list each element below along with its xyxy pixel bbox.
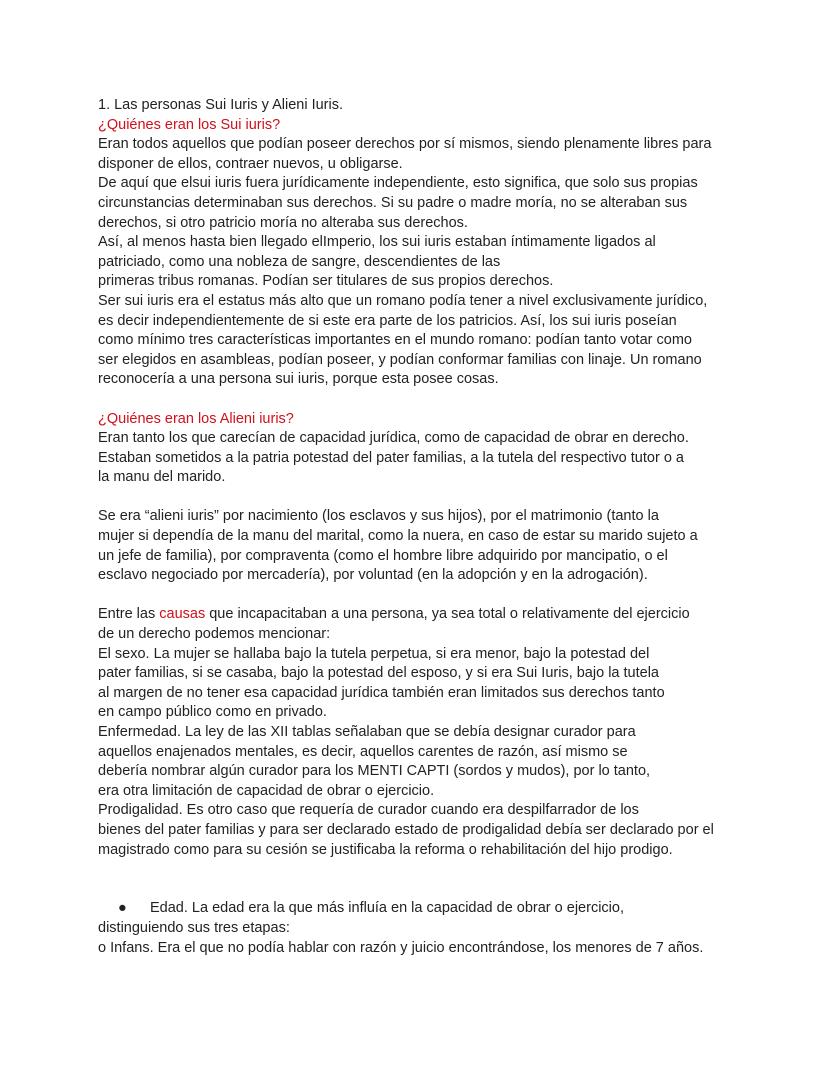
paragraph-line: Se era “alieni iuris” por nacimiento (los esclavos y sus hijos), por el matrimonio (tanto la: [98, 508, 659, 525]
paragraph-line: El sexo. La mujer se hallaba bajo la tutela perpetua, si era menor, bajo la potestad del: [98, 645, 650, 662]
paragraph-line: disponer de ellos, contraer nuevos, u obligarse.: [98, 155, 403, 172]
list-item: [98, 899, 738, 919]
paragraph-line: es decir independientemente de si este era parte de los patricios. Así, los sui iuris poseían: [98, 312, 677, 329]
paragraph-line: derechos, si otro patricio moría no alteraba sus derechos.: [98, 214, 468, 231]
spacer: [98, 488, 738, 508]
paragraph-line: debería nombrar algún curador para los MENTI CAPTI (sordos y mudos), por lo tanto,: [98, 763, 651, 780]
bullet-list: [98, 899, 738, 919]
spacer: [98, 586, 738, 606]
paragraph-sui-iuris: [98, 135, 738, 390]
document-body: [98, 96, 738, 958]
paragraph-line: reconocería a una persona sui iuris, porque esta posee cosas.: [98, 371, 499, 388]
paragraph-line: distinguiendo sus tres etapas:: [98, 919, 290, 936]
text-run: Entre las: [98, 606, 160, 623]
paragraph-line: bienes del pater familias y para ser declarado estado de prodigalidad debía ser declarado por el: [98, 821, 714, 838]
section-heading: 1. Las personas Sui Iuris y Alieni Iuris.: [98, 97, 344, 113]
paragraph-line: un jefe de familia), por compraventa (como el hombre libre adquirido por mancipatio, o el: [98, 547, 668, 564]
spacer: [98, 880, 738, 900]
paragraph-line: pater familias, si se casaba, bajo la potestad del esposo, y si era Sui Iuris, bajo la tutela: [98, 665, 659, 682]
paragraph-line: Eran todos aquellos que podían poseer derechos por sí mismos, siendo plenamente libres para: [98, 136, 712, 153]
paragraph-causes: [98, 605, 738, 860]
paragraph-line: era otra limitación de capacidad de obrar o ejercicio.: [98, 782, 435, 799]
paragraph-line: en campo público como en privado.: [98, 704, 327, 721]
text-run: que incapacitaban a una persona, ya sea total o relativamente del ejercicio: [205, 606, 690, 623]
paragraph-line: Eran tanto los que carecían de capacidad jurídica, como de capacidad de obrar en derecho.: [98, 430, 689, 447]
spacer: [98, 390, 738, 410]
paragraph-line: Así, al menos hasta bien llegado elImperio, los sui iuris estaban íntimamente ligados al: [98, 234, 656, 251]
spacer: [98, 860, 738, 880]
paragraph-line: Prodigalidad. Es otro caso que requería de curador cuando era despilfarrador de los: [98, 802, 639, 819]
question-alieni-iuris: ¿Quiénes eran los Alieni iuris?: [98, 410, 294, 427]
paragraph-line: De aquí que elsui iuris fuera jurídicamente independiente, esto significa, que solo sus propias: [98, 175, 698, 192]
paragraph-line: de un derecho podemos mencionar:: [98, 626, 331, 643]
paragraph-stages: [98, 919, 738, 958]
bullet-icon: ●: [118, 900, 127, 917]
paragraph-line: ser elegidos en asambleas, podían poseer, y podían conformar familias con linaje. Un romano: [98, 351, 702, 368]
paragraph-line: magistrado como para su cesión se justificaba la reforma o rehabilitación del hijo prodigo.: [98, 841, 673, 858]
list-item-text: Edad. La edad era la que más influía en la capacidad de obrar o ejercicio,: [150, 900, 624, 917]
paragraph-line: patriciado, como una nobleza de sangre, descendientes de las: [98, 253, 501, 270]
paragraph-line: circunstancias determinaban sus derechos. Si su padre o madre moría, no se alteraban sus: [98, 194, 688, 211]
paragraph-origin: [98, 507, 738, 585]
paragraph-line: Enfermedad. La ley de las XII tablas señalaban que se debía designar curador para: [98, 724, 636, 740]
paragraph-alieni-iuris: [98, 429, 738, 488]
paragraph-line: Estaban sometidos a la patria potestad del pater familias, a la tutela del respectivo tutor o a: [98, 449, 684, 466]
paragraph-line: al margen de no tener esa capacidad jurídica también eran limitados sus derechos tanto: [98, 684, 665, 701]
paragraph-line-causes: [98, 605, 738, 625]
question-sui-iuris: ¿Quiénes eran los Sui iuris?: [98, 116, 281, 133]
paragraph-line: esclavo negociado por mercadería), por voluntad (en la adopción y en la adrogación).: [98, 567, 648, 584]
paragraph-line: como mínimo tres características importantes en el mundo romano: podían tanto votar como: [98, 332, 692, 349]
paragraph-line: o Infans. Era el que no podía hablar con razón y juicio encontrándose, los menores de 7 años.: [98, 939, 704, 956]
paragraph-line: la manu del marido.: [98, 469, 226, 486]
highlight-causas: causas: [159, 606, 206, 623]
paragraph-line: Ser sui iuris era el estatus más alto que un romano podía tener a nivel exclusivamente jurídico,: [98, 292, 708, 309]
paragraph-line: mujer si dependía de la manu del marital, como la nuera, en caso de estar su marido sujeto a: [98, 528, 698, 545]
paragraph-line: aquellos enajenados mentales, es decir, aquellos carentes de razón, así mismo se: [98, 743, 628, 760]
paragraph-line: primeras tribus romanas. Podían ser titulares de sus propios derechos.: [98, 273, 554, 290]
